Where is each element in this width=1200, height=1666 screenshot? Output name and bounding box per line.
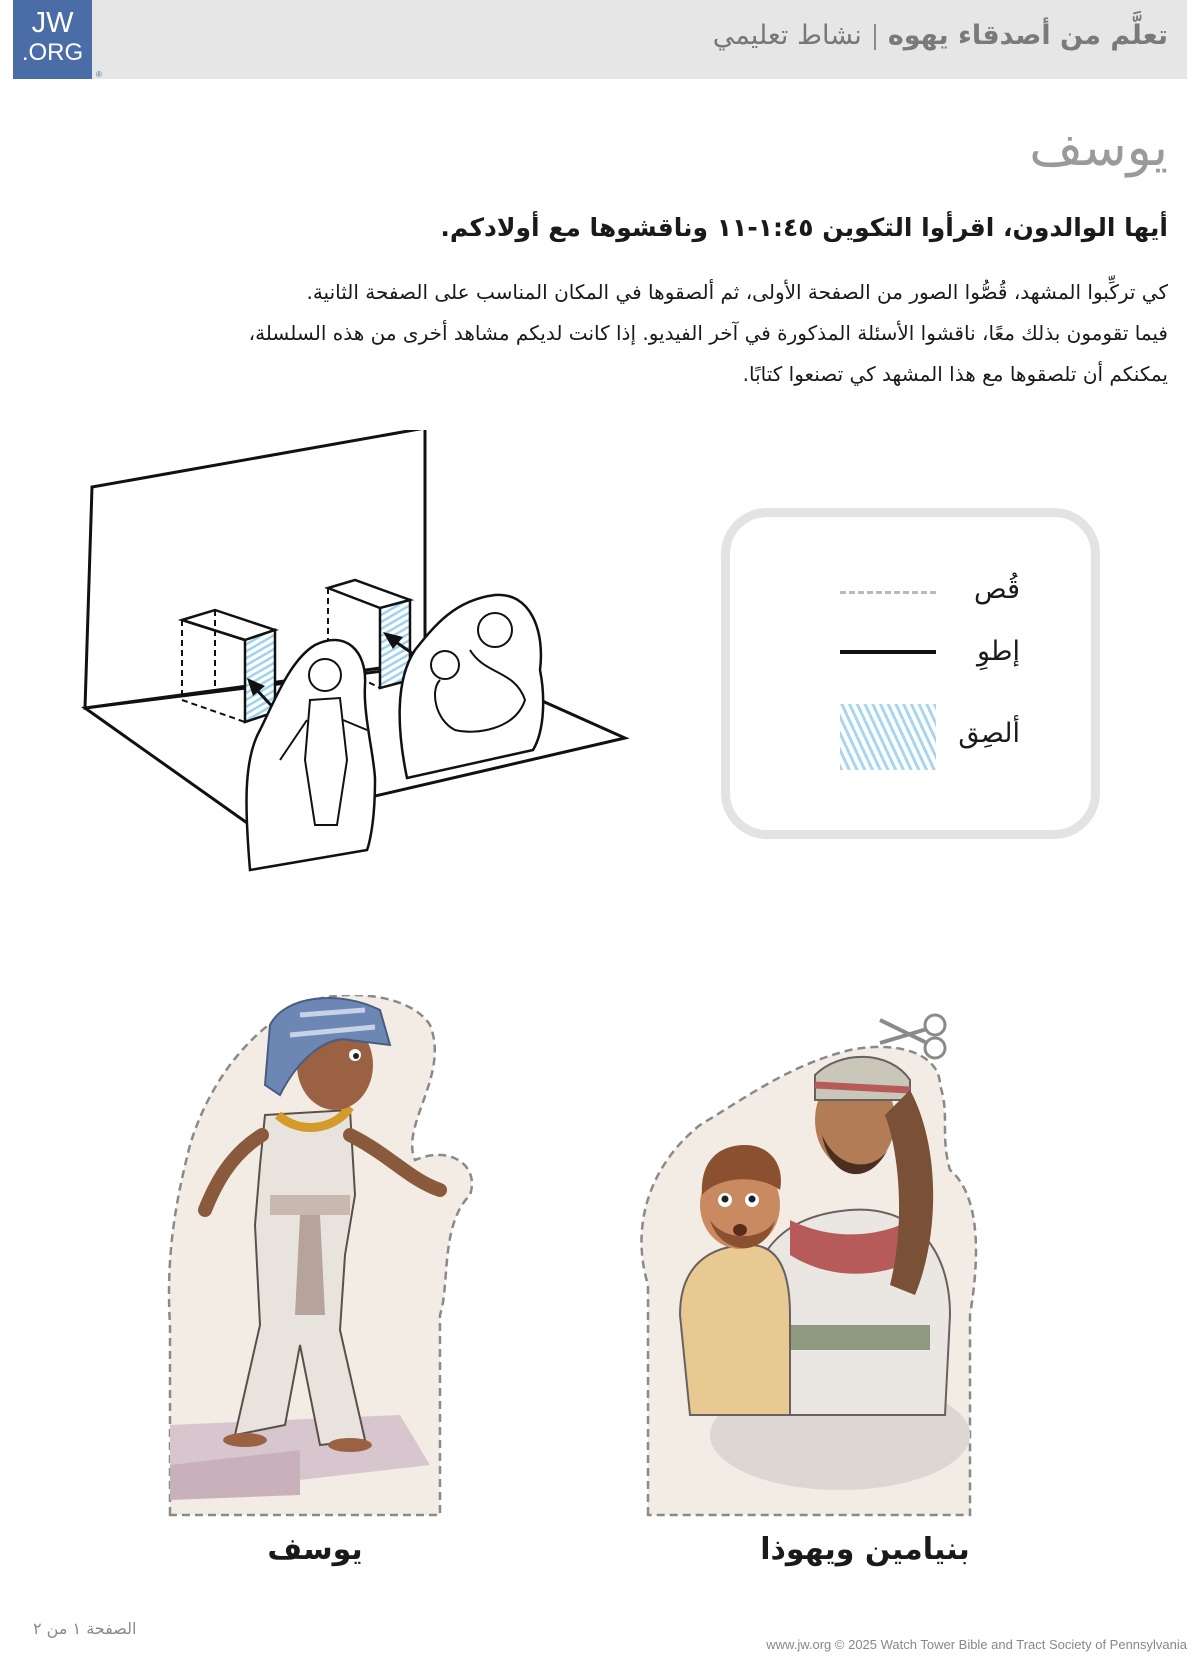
page-number: الصفحة ١ من ٢ bbox=[33, 1619, 137, 1638]
legend-fold bbox=[840, 632, 1020, 672]
logo-line2: .ORG bbox=[21, 39, 84, 66]
caption-benjamin-judah: بنيامين ويهوذا bbox=[760, 1532, 970, 1567]
legend-glue bbox=[840, 704, 1020, 770]
legend-box bbox=[721, 508, 1100, 839]
instructions-line: كي تركِّبوا المشهد، قُصُّوا الصور من الصفحة الأولى، ثم ألصقوها في المكان المناسب على الصفحة الثانية. bbox=[306, 280, 1168, 304]
series-title: تعلَّم من أصدقاء يهوه bbox=[887, 20, 1168, 51]
cut-line-sample bbox=[840, 591, 936, 594]
header-title bbox=[713, 20, 1168, 51]
logo-line1: JW bbox=[31, 7, 74, 39]
instructions-heading: أيها الوالدون، اقرأوا التكوين ٤٥:‏١-‏١١ وناقشوها مع أولادكم. bbox=[440, 213, 1168, 242]
cutout-joseph bbox=[169, 995, 472, 1515]
caption-joseph: يوسف bbox=[267, 1532, 363, 1567]
instructions-body bbox=[108, 272, 1168, 395]
assembly-diagram bbox=[75, 430, 635, 950]
instructions-line: فيما تقومون بذلك معًا، ناقشوا الأسئلة المذكورة في آخر الفيديو. إذا كانت لديكم مشاهد أخرى من هذه السلسلة، bbox=[248, 321, 1168, 345]
header-separator bbox=[874, 24, 876, 50]
cutout-artwork bbox=[150, 995, 1050, 1535]
legend-fold-label: إطوِ bbox=[977, 636, 1020, 667]
activity-type: نشاط تعليمي bbox=[712, 20, 862, 51]
cutout-benjamin-judah bbox=[641, 1015, 975, 1515]
jw-org-logo[interactable] bbox=[13, 0, 92, 79]
registered-mark: ® bbox=[96, 70, 102, 79]
legend-glue-label: ألصِق bbox=[958, 718, 1020, 749]
glue-swatch bbox=[840, 704, 936, 770]
page-title: يوسف bbox=[1029, 118, 1168, 178]
fold-line-sample bbox=[840, 650, 936, 654]
instructions-line: يمكنكم أن تلصقوها مع هذا المشهد كي تصنعوا كتابًا. bbox=[742, 362, 1168, 386]
copyright-text[interactable]: www.jw.org © 2025 Watch Tower Bible and Tract Society of Pennsylvania bbox=[766, 1637, 1187, 1652]
legend-cut bbox=[840, 570, 1020, 610]
legend-cut-label: قُص bbox=[974, 574, 1020, 605]
